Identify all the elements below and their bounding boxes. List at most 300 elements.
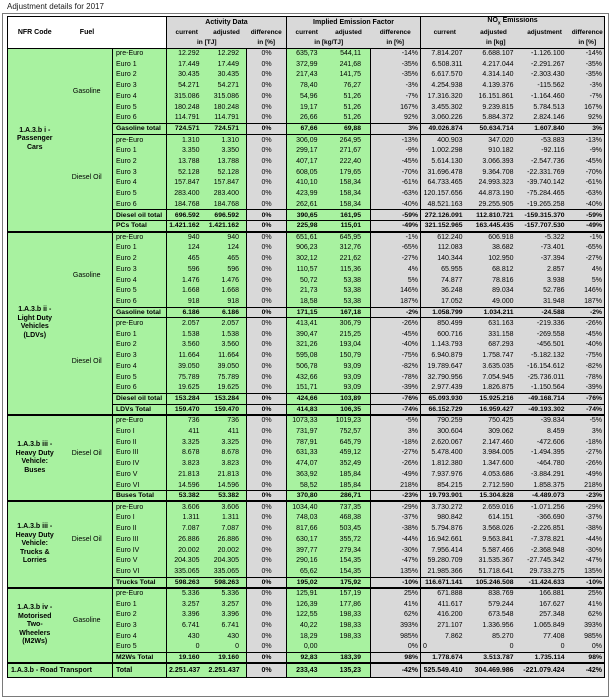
value-cell: 7.087 [167, 523, 207, 534]
value-cell: 2.977.439 [421, 383, 469, 394]
value-cell: -27% [371, 447, 421, 458]
value-cell: -4.489.073 [519, 491, 571, 502]
value-cell: 7.956.414 [421, 545, 469, 556]
section-total-row [8, 577, 605, 588]
value-cell: 11.664 [207, 350, 247, 361]
value-cell: 175,92 [327, 577, 371, 588]
value-cell: 12.292 [207, 48, 247, 59]
value-cell: 724.571 [167, 124, 207, 135]
value-cell: 606.918 [469, 232, 519, 243]
value-cell: -44% [571, 534, 605, 545]
value-cell: 645,95 [327, 232, 371, 243]
category-cell: Euro 5 [113, 102, 167, 113]
value-cell: 3.396 [167, 609, 207, 620]
value-cell: -27% [571, 253, 605, 264]
value-cell: 300.604 [421, 426, 469, 437]
value-cell: -23% [571, 491, 605, 502]
category-cell: Euro II [113, 437, 167, 448]
col-header-ief-current: current [287, 27, 327, 38]
value-cell: -63% [371, 188, 421, 199]
value-cell: -59% [571, 210, 605, 221]
value-cell: 0 [469, 642, 519, 653]
value-cell: -7% [371, 91, 421, 102]
value-cell: 1.347.600 [469, 458, 519, 469]
value-cell: 0% [247, 512, 287, 523]
value-cell: 264,95 [327, 134, 371, 145]
value-cell: 696.592 [167, 210, 207, 221]
value-cell: 38.682 [469, 242, 519, 253]
value-cell: 9.563.841 [469, 534, 519, 545]
value-cell: -65% [571, 242, 605, 253]
value-cell: 31.696.478 [421, 167, 469, 178]
value-cell: -65% [371, 242, 421, 253]
value-cell: -38% [571, 523, 605, 534]
value-cell: -45% [571, 156, 605, 167]
value-cell: 19.789.647 [421, 361, 469, 372]
value-cell: -26% [371, 458, 421, 469]
fuel-filler-cell [62, 577, 113, 588]
value-cell: 940 [167, 232, 207, 243]
value-cell: 146% [571, 286, 605, 297]
category-cell: Euro 1 [113, 59, 167, 70]
value-cell: 0% [247, 620, 287, 631]
value-cell: 19.625 [207, 383, 247, 394]
value-cell: 1.311 [167, 512, 207, 523]
value-cell: 0% [247, 642, 287, 653]
total-label-cell: LDVs Total [113, 404, 167, 415]
value-cell: 1.668 [167, 286, 207, 297]
value-cell: 736 [207, 415, 247, 426]
table-row [8, 588, 605, 599]
value-cell: 4.314.140 [469, 70, 519, 81]
value-cell: 6.688.107 [469, 48, 519, 59]
unit-activity: in [TJ] [167, 38, 247, 49]
nfr-code-cell [8, 415, 62, 501]
category-cell: Euro 3 [113, 167, 167, 178]
value-cell: 0% [247, 609, 287, 620]
value-cell: 3% [371, 124, 421, 135]
value-cell: 918 [167, 296, 207, 307]
value-cell: 918 [207, 296, 247, 307]
value-cell: 614.151 [469, 512, 519, 523]
value-cell: 335.065 [167, 566, 207, 577]
value-cell: 0 [167, 642, 207, 653]
value-cell: -40% [571, 340, 605, 351]
category-cell: Euro 5 [113, 372, 167, 383]
value-cell: 221,62 [327, 253, 371, 264]
value-cell: -23% [371, 491, 421, 502]
value-cell: 787,91 [287, 437, 327, 448]
value-cell: 0% [247, 124, 287, 135]
value-cell: 3.066.393 [469, 156, 519, 167]
table-body [8, 48, 605, 677]
value-cell: 0% [247, 275, 287, 286]
value-cell: -49.168.714 [519, 394, 571, 405]
value-cell: 4.053.686 [469, 469, 519, 480]
value-cell: 1.311 [207, 512, 247, 523]
value-cell: -9% [571, 145, 605, 156]
value-cell: -35% [571, 59, 605, 70]
value-cell: 262,61 [287, 199, 327, 210]
value-cell: 596 [207, 264, 247, 275]
value-cell: 0% [247, 394, 287, 405]
total-label-cell: Trucks Total [113, 577, 167, 588]
value-cell: -26% [571, 318, 605, 329]
value-cell: 7.862 [421, 631, 469, 642]
value-cell: 850.499 [421, 318, 469, 329]
value-cell: 32.790.956 [421, 372, 469, 383]
value-cell: 5.336 [167, 588, 207, 599]
category-cell: Euro I [113, 426, 167, 437]
nfr-code-line: Light Duty [17, 314, 53, 322]
value-cell: 370,80 [287, 491, 327, 502]
total-label-cell: Buses Total [113, 491, 167, 502]
category-cell: Euro 2 [113, 609, 167, 620]
value-cell: 1.607.840 [519, 124, 571, 135]
value-cell: 0% [247, 113, 287, 124]
category-cell: Euro 4 [113, 631, 167, 642]
nfr-code-line: 1.A.3.b iii - [17, 523, 53, 531]
category-cell: Euro I [113, 512, 167, 523]
category-cell: Euro 5 [113, 642, 167, 653]
value-cell: -1% [571, 232, 605, 243]
value-cell: 0% [247, 555, 287, 566]
value-cell: -75% [571, 350, 605, 361]
value-cell: 9.239.815 [469, 102, 519, 113]
value-cell: -115.562 [519, 80, 571, 91]
value-cell: -35% [571, 70, 605, 81]
value-cell: 985% [371, 631, 421, 642]
value-cell: -9% [371, 145, 421, 156]
category-cell: Euro 1 [113, 242, 167, 253]
value-cell: 0% [247, 480, 287, 491]
col-header-ief-adjusted: adjusted [327, 27, 371, 38]
value-cell: 29.255.905 [469, 199, 519, 210]
value-cell: 1034,40 [287, 501, 327, 512]
value-cell: 0% [247, 48, 287, 59]
value-cell: 19.160 [167, 653, 207, 664]
value-cell: 304.469.986 [469, 663, 519, 677]
value-cell: -19.265.258 [519, 199, 571, 210]
value-cell: 413,41 [287, 318, 327, 329]
value-cell: -38% [371, 523, 421, 534]
value-cell: 2.251.437 [167, 663, 207, 677]
value-cell: 910.182 [469, 145, 519, 156]
value-cell: 612.240 [421, 232, 469, 243]
fuel-cell: Gasoline [62, 48, 113, 134]
value-cell: 940 [207, 232, 247, 243]
value-cell: 1.826.875 [469, 383, 519, 394]
value-cell: -29% [371, 501, 421, 512]
nfr-code-line: (M2Ws) [22, 638, 48, 646]
value-cell: 78,40 [287, 80, 327, 91]
value-cell: 6.186 [207, 307, 247, 318]
value-cell: 53,38 [327, 296, 371, 307]
table-row [8, 134, 605, 145]
value-cell: 506,78 [287, 361, 327, 372]
value-cell: 183,39 [327, 653, 371, 664]
value-cell: -1.164.460 [519, 91, 571, 102]
value-cell: 14.596 [167, 480, 207, 491]
value-cell: -5.322 [519, 232, 571, 243]
value-cell: -39% [571, 383, 605, 394]
header-fuel: Fuel [62, 17, 113, 49]
value-cell: 54,96 [287, 91, 327, 102]
value-cell: -45% [371, 329, 421, 340]
col-header-nox-current: current [421, 27, 469, 38]
value-cell: 465 [167, 253, 207, 264]
value-cell: 6.508.311 [421, 59, 469, 70]
value-cell: -40% [371, 340, 421, 351]
value-cell: 335.065 [207, 566, 247, 577]
nfr-code-line: 1.A.3.b ii - [18, 306, 52, 314]
nfr-code-line: Vehicle: [21, 458, 48, 466]
value-cell: 631.163 [469, 318, 519, 329]
value-cell: 3.635.035 [469, 361, 519, 372]
value-cell: 21.813 [207, 469, 247, 480]
value-cell: 31.535.367 [469, 555, 519, 566]
category-cell: Euro III [113, 534, 167, 545]
value-cell: 26,66 [287, 113, 327, 124]
value-cell: 272.126.091 [421, 210, 469, 221]
value-cell: 0 [519, 642, 571, 653]
value-cell: 3.350 [167, 145, 207, 156]
nox-label: NO [487, 17, 498, 25]
value-cell: 20.002 [167, 545, 207, 556]
section-total-row [8, 653, 605, 664]
category-cell: pre-Euro [113, 415, 167, 426]
value-cell: 3.568.026 [469, 523, 519, 534]
adjustment-details-table [7, 16, 605, 678]
value-cell: -35% [371, 59, 421, 70]
value-cell: 15.304.828 [469, 491, 519, 502]
group-header-activity-data: Activity Data [167, 17, 287, 28]
value-cell: 1.476 [207, 275, 247, 286]
table-row [8, 501, 605, 512]
value-cell: 52.128 [167, 167, 207, 178]
value-cell: 331.158 [469, 329, 519, 340]
value-cell: 271,67 [327, 145, 371, 156]
value-cell: -61% [571, 178, 605, 189]
value-cell: 1.143.793 [421, 340, 469, 351]
value-cell: 65.955 [421, 264, 469, 275]
section-total-row [8, 221, 605, 232]
value-cell: 30.435 [167, 70, 207, 81]
value-cell: -472.606 [519, 437, 571, 448]
value-cell: 112.083 [421, 242, 469, 253]
value-cell: 1.058.799 [421, 307, 469, 318]
value-cell: 222,40 [327, 156, 371, 167]
value-cell: 167% [571, 102, 605, 113]
value-cell: 180.248 [207, 102, 247, 113]
value-cell: 0% [247, 102, 287, 113]
category-cell: Euro 4 [113, 91, 167, 102]
value-cell: 3% [571, 124, 605, 135]
value-cell: 0% [247, 663, 287, 677]
value-cell: -37% [371, 512, 421, 523]
col-header-nox-adjusted: adjusted [469, 27, 519, 38]
value-cell: 321.152.965 [421, 221, 469, 232]
value-cell: 1.668 [207, 286, 247, 297]
value-cell: 579.244 [469, 599, 519, 610]
value-cell: 5.336 [207, 588, 247, 599]
value-cell: 400.903 [421, 134, 469, 145]
value-cell: 736 [167, 415, 207, 426]
value-cell: 26.886 [167, 534, 207, 545]
category-cell: Euro 3 [113, 620, 167, 631]
value-cell: 3.257 [167, 599, 207, 610]
value-cell: 114.791 [207, 113, 247, 124]
value-cell: 0% [247, 232, 287, 243]
value-cell: 198,33 [327, 609, 371, 620]
value-cell: 14.596 [207, 480, 247, 491]
value-cell: 465 [207, 253, 247, 264]
value-cell: 39.050 [207, 361, 247, 372]
value-cell: 74.877 [421, 275, 469, 286]
value-cell: 635,73 [287, 48, 327, 59]
value-cell: -10% [571, 577, 605, 588]
nfr-code-line: Motorised [18, 612, 52, 620]
page-title: Adjustment details for 2017 [7, 2, 104, 11]
category-cell: Euro 2 [113, 70, 167, 81]
value-cell: -47% [371, 555, 421, 566]
value-cell: 459,12 [327, 447, 371, 458]
value-cell: -78% [571, 372, 605, 383]
value-cell: 544,11 [327, 48, 371, 59]
category-cell: pre-Euro [113, 588, 167, 599]
value-cell: 158,34 [327, 188, 371, 199]
value-cell: -3% [571, 80, 605, 91]
value-cell: 0% [247, 534, 287, 545]
category-cell: Euro 1 [113, 599, 167, 610]
category-cell: pre-Euro [113, 134, 167, 145]
value-cell: 93,09 [327, 372, 371, 383]
table-row [8, 232, 605, 243]
value-cell: 283.400 [167, 188, 207, 199]
value-cell: 0% [247, 404, 287, 415]
fuel-cell: Diesel Oil [62, 134, 113, 220]
value-cell: 0% [247, 631, 287, 642]
value-cell: 41% [371, 599, 421, 610]
value-cell: 393% [371, 620, 421, 631]
total-label-cell: M2Ws Total [113, 653, 167, 664]
value-cell: -70% [571, 167, 605, 178]
category-cell: Euro IV [113, 458, 167, 469]
value-cell: 5.784.513 [519, 102, 571, 113]
value-cell: 187% [371, 296, 421, 307]
value-cell: 8.459 [519, 426, 571, 437]
value-cell: -27.745.342 [519, 555, 571, 566]
value-cell: 598.263 [207, 577, 247, 588]
value-cell: 135% [571, 566, 605, 577]
value-cell: 6.940.879 [421, 350, 469, 361]
value-cell: -53.883 [519, 134, 571, 145]
value-cell: 21.985.366 [421, 566, 469, 577]
value-cell: 64.733.465 [421, 178, 469, 189]
value-cell: 306,09 [287, 134, 327, 145]
value-cell: -49% [571, 469, 605, 480]
value-cell: 0% [247, 566, 287, 577]
value-cell: 0% [247, 372, 287, 383]
table-row [8, 318, 605, 329]
value-cell: 430 [207, 631, 247, 642]
value-cell: 51,26 [327, 102, 371, 113]
value-cell: 7.054.945 [469, 372, 519, 383]
value-cell: 218% [371, 480, 421, 491]
value-cell: 1.421.162 [207, 221, 247, 232]
nfr-code-line: Heavy Duty [15, 531, 54, 539]
col-header-ief-difference: difference [371, 27, 421, 38]
value-cell: 16.959.427 [469, 404, 519, 415]
value-cell: 1019,23 [327, 415, 371, 426]
value-cell: 13.788 [167, 156, 207, 167]
table-row [8, 48, 605, 59]
value-cell: 0% [247, 329, 287, 340]
value-cell: 184.768 [207, 199, 247, 210]
value-cell: 167,18 [327, 307, 371, 318]
value-cell: 24.993.323 [469, 178, 519, 189]
value-cell: 62% [571, 609, 605, 620]
value-cell: 390,65 [287, 210, 327, 221]
value-cell: 363,92 [287, 469, 327, 480]
value-cell: 167.627 [519, 599, 571, 610]
value-cell: 89.034 [469, 286, 519, 297]
value-cell: 13.788 [207, 156, 247, 167]
col-header-nox-adjustment: adjustment [519, 27, 571, 38]
value-cell: -35% [371, 70, 421, 81]
value-cell: 0% [247, 350, 287, 361]
value-cell: -40% [371, 199, 421, 210]
nfr-code-line: Vehicle: [21, 540, 48, 548]
value-cell: 218% [571, 480, 605, 491]
value-cell: -76% [371, 394, 421, 405]
value-cell: 135,23 [327, 663, 371, 677]
value-cell: 355,72 [327, 534, 371, 545]
value-cell: -13% [371, 134, 421, 145]
value-cell: 2.712.590 [469, 480, 519, 491]
value-cell: -26% [371, 318, 421, 329]
value-cell: -45% [571, 329, 605, 340]
value-cell: 671.888 [421, 588, 469, 599]
value-cell: 696.592 [207, 210, 247, 221]
value-cell: 198,33 [327, 631, 371, 642]
value-cell: 112.810.721 [469, 210, 519, 221]
value-cell: 2.057 [207, 318, 247, 329]
value-cell: -1.494.395 [519, 447, 571, 458]
value-cell: 19.625 [167, 383, 207, 394]
value-cell: 0% [247, 501, 287, 512]
nfr-code-line: 1.A.3.b iii - [17, 441, 53, 449]
value-cell: -221.079.424 [519, 663, 571, 677]
value-cell: 9.364.708 [469, 167, 519, 178]
total-label-cell: Diesel oil total [113, 394, 167, 405]
value-cell: 0% [247, 145, 287, 156]
value-cell: -30% [371, 545, 421, 556]
value-cell: 51,26 [327, 91, 371, 102]
value-cell: 40,22 [287, 620, 327, 631]
value-cell: 595,08 [287, 350, 327, 361]
value-cell: 122,55 [287, 609, 327, 620]
value-cell: 0% [247, 188, 287, 199]
nfr-code-line: Buses [24, 466, 46, 474]
value-cell: -2.547.736 [519, 156, 571, 167]
value-cell: 75.789 [167, 372, 207, 383]
value-cell: 0% [247, 134, 287, 145]
value-cell: 158,34 [327, 199, 371, 210]
value-cell: 0% [247, 296, 287, 307]
value-cell: 167% [371, 102, 421, 113]
value-cell: -159.315.370 [519, 210, 571, 221]
